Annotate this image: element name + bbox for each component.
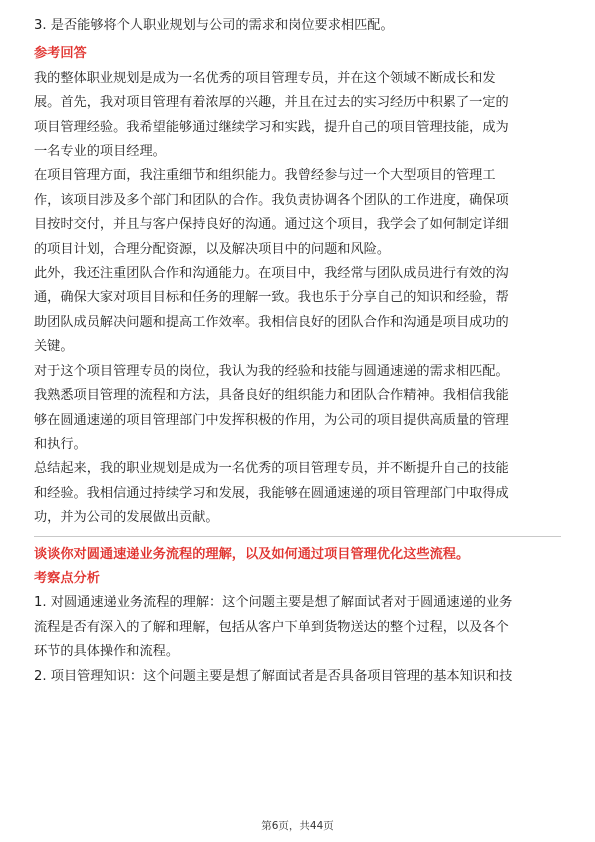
- text-line: 展。首先，我对项目管理有着浓厚的兴趣，并且在过去的实习经历中积累了一定的: [34, 95, 509, 111]
- text-line: 总结起来，我的职业规划是成为一名优秀的项目管理专员，并不断提升自己的技能: [34, 461, 509, 477]
- text-line: 和经验。我相信通过持续学习和发展，我能够在圆通速递的项目管理部门中取得成: [34, 485, 509, 501]
- text-line: 此外，我还注重团队合作和沟通能力。在项目中，我经常与团队成员进行有效的沟: [34, 266, 509, 282]
- answer-body: [34, 67, 561, 531]
- text-line: 目按时交付，并且与客户保持良好的沟通。通过这个项目，我学会了如何制定详细: [34, 217, 509, 233]
- text-line: 功，并为公司的发展做出贡献。: [34, 510, 219, 526]
- answer-heading: 参考回答: [34, 46, 87, 62]
- analysis-item-1: [34, 591, 561, 664]
- page-footer: 第6页，共44页: [261, 820, 334, 832]
- analysis-heading: 考察点分析: [34, 570, 100, 586]
- text-line: 和执行。: [34, 436, 87, 452]
- text-line: 对于这个项目管理专员的岗位，我认为我的经验和技能与圆通速递的需求相匹配。: [34, 363, 509, 379]
- text-line: 流程是否有深入的了解和理解，包括从客户下单到货物送达的整个过程，以及各个: [34, 619, 509, 635]
- text-line: 一名专业的项目经理。: [34, 144, 166, 160]
- text-line: 我熟悉项目管理的流程和方法，具备良好的组织能力和团队合作精神。我相信我能: [34, 388, 509, 404]
- text-line: 够在圆通速递的项目管理部门中发挥积极的作用，为公司的项目提供高质量的管理: [34, 412, 509, 428]
- text-line: 1. 对圆通速递业务流程的理解：这个问题主要是想了解面试者对于圆通速递的业务: [34, 595, 513, 611]
- answer-paragraph-1: [34, 67, 561, 165]
- section-divider: [34, 536, 561, 537]
- text-line: 通，确保大家对项目目标和任务的理解一致。我也乐于分享自己的知识和经验，帮: [34, 290, 509, 306]
- text-line: 环节的具体操作和流程。: [34, 644, 180, 660]
- answer-paragraph-4: [34, 360, 561, 458]
- text-line: 在项目管理方面，我注重细节和组织能力。我曾经参与过一个大型项目的管理工: [34, 168, 496, 184]
- question-title: 谈谈你对圆通速递业务流程的理解，以及如何通过项目管理优化这些流程。: [34, 546, 470, 562]
- answer-paragraph-5: [34, 457, 561, 530]
- text-line: 作，该项目涉及多个部门和团队的合作。我负责协调各个团队的工作进度，确保项: [34, 192, 509, 208]
- text-line: 2. 项目管理知识：这个问题主要是想了解面试者是否具备项目管理的基本知识和技: [34, 668, 513, 684]
- analysis-item-2: [34, 665, 561, 689]
- answer-paragraph-3: [34, 262, 561, 360]
- text-line: 关键。: [34, 339, 74, 355]
- analysis-body: [34, 591, 561, 689]
- document-page: [34, 14, 561, 689]
- text-line: 项目管理经验。我希望能够通过继续学习和实践，提升自己的项目管理技能，成为: [34, 119, 509, 135]
- intro-item: 3. 是否能够将个人职业规划与公司的需求和岗位要求相匹配。: [34, 18, 394, 33]
- text-line: 的项目计划，合理分配资源，以及解决项目中的问题和风险。: [34, 241, 391, 257]
- text-line: 助团队成员解决问题和提高工作效率。我相信良好的团队合作和沟通是项目成功的: [34, 314, 509, 330]
- answer-paragraph-2: [34, 164, 561, 262]
- text-line: 我的整体职业规划是成为一名优秀的项目管理专员，并在这个领域不断成长和发: [34, 70, 496, 86]
